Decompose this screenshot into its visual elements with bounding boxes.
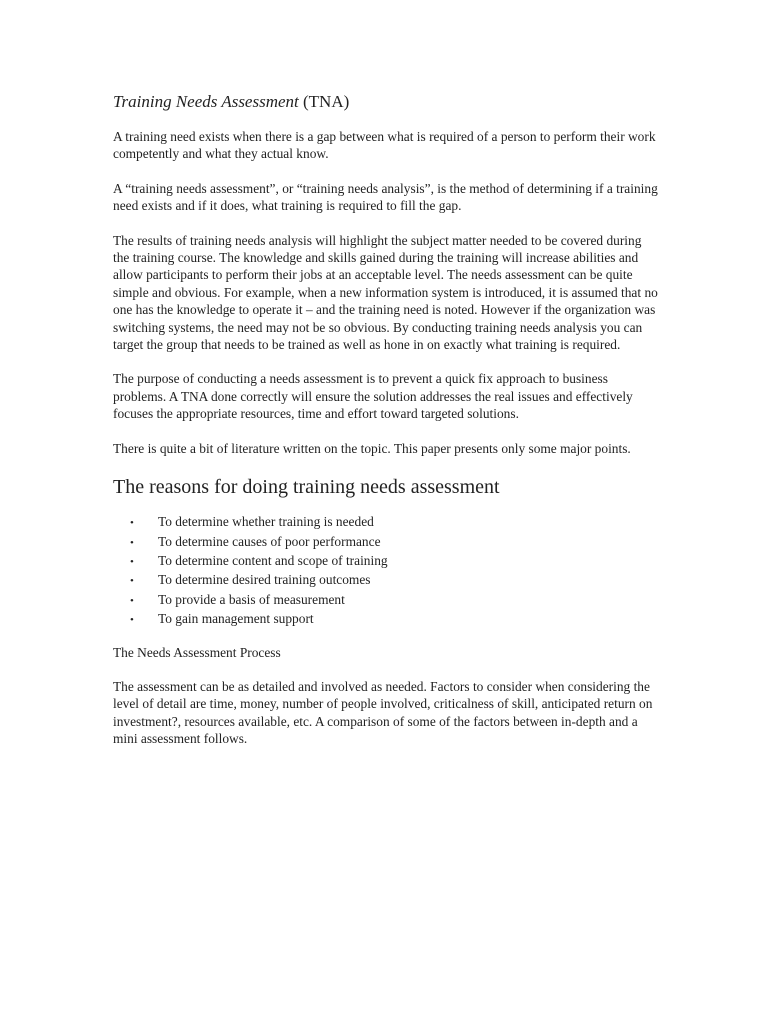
paragraph-literature-note: There is quite a bit of literature written on the topic. This paper presents only some major points. bbox=[113, 440, 631, 456]
paragraph-tna-purpose: The purpose of conducting a needs assessment is to prevent a quick fix approach to business problems. A TNA done correctly will ensure the solution addresses the real issues and effectively focuses the appropriate resources, time and effort toward targeted solutions. bbox=[113, 371, 633, 422]
document-title bbox=[113, 90, 658, 114]
list-item bbox=[130, 571, 658, 590]
bullet-icon: • bbox=[130, 575, 134, 588]
paragraph-training-need-definition: A training need exists when there is a gap between what is required of a person to perform their work competently and what they actual know. bbox=[113, 129, 656, 162]
list-item bbox=[130, 591, 658, 610]
bullet-icon: • bbox=[130, 517, 134, 530]
title-abbreviation: (TNA) bbox=[303, 92, 350, 111]
paragraph-tna-definition: A “training needs assessment”, or “training needs analysis”, is the method of determining if a training need exists and if it does, what training is required to fill the gap. bbox=[113, 180, 658, 214]
list-item-text: To determine causes of poor performance bbox=[158, 533, 381, 549]
bullet-icon: • bbox=[130, 555, 134, 568]
list-item-text: To determine desired training outcomes bbox=[158, 572, 371, 588]
document-page bbox=[113, 90, 658, 765]
list-item-text: To determine content and scope of training bbox=[158, 552, 388, 568]
bullet-icon: • bbox=[130, 536, 134, 549]
process-heading: The Needs Assessment Process bbox=[113, 644, 281, 660]
list-item bbox=[130, 552, 658, 571]
reasons-list bbox=[113, 513, 658, 629]
bullet-icon: • bbox=[130, 594, 134, 607]
reasons-heading: The reasons for doing training needs assessment bbox=[113, 476, 500, 499]
list-item-text: To provide a basis of measurement bbox=[158, 591, 345, 607]
list-item bbox=[130, 513, 658, 532]
title-main: Training Needs Assessment bbox=[113, 92, 299, 111]
list-item-text: To determine whether training is needed bbox=[158, 514, 374, 530]
bullet-icon: • bbox=[130, 614, 134, 627]
list-item-text: To gain management support bbox=[158, 611, 314, 627]
list-item bbox=[130, 610, 658, 629]
paragraph-tna-results: The results of training needs analysis will highlight the subject matter needed to be covered during the training course. The knowledge and skills gained during the training will increase abilities and allow participants to perform their jobs at an acceptable level. The needs assessment can be quite simple and obvious. For example, when a new information system is introduced, it is assumed that no one has the knowledge to operate it – and the training need is noted. However if the organization was switching systems, the need may not be so obvious. By conducting training needs analysis you can target the group that needs to be trained as well as hone in on exactly what training is required. bbox=[113, 232, 658, 353]
paragraph-process-detail: The assessment can be as detailed and involved as needed. Factors to consider when considering the level of detail are time, money, number of people involved, criticalness of skill, anticipated return on investment?, resources available, etc. A comparison of some of the factors between in-depth and a mini assessment follows. bbox=[113, 678, 653, 747]
list-item bbox=[130, 533, 658, 552]
